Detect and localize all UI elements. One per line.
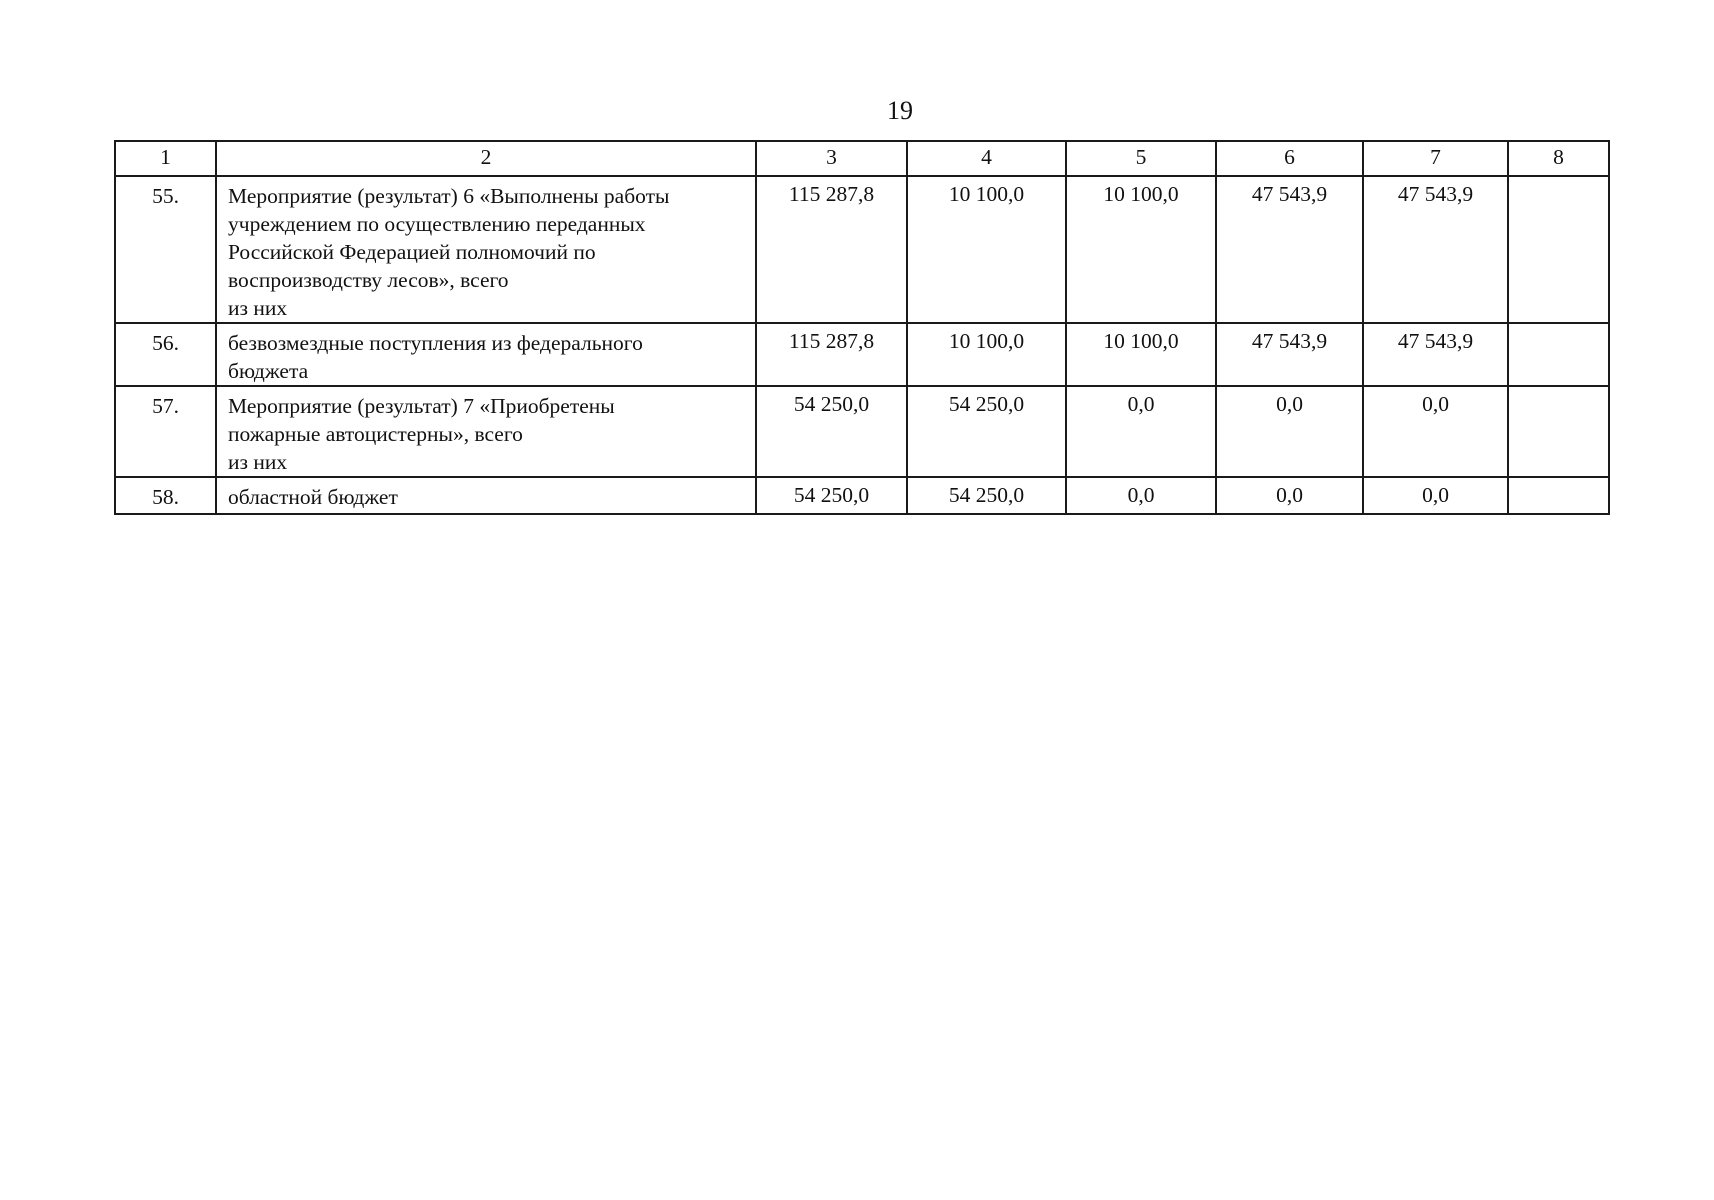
- description-line: областной бюджет: [228, 485, 398, 509]
- row-number: 57.: [115, 386, 216, 477]
- column-number-header: 4: [907, 141, 1066, 176]
- row-number: 55.: [115, 176, 216, 323]
- table-row: [115, 477, 1609, 514]
- row-description: [216, 386, 756, 477]
- value-cell: 47 543,9: [1216, 176, 1363, 323]
- description-line: бюджета: [228, 359, 309, 383]
- row-description: [216, 323, 756, 386]
- page-number: 19: [887, 96, 913, 125]
- description-line: из них: [228, 450, 288, 474]
- column-number-header: 1: [115, 141, 216, 176]
- column-number-header: 8: [1508, 141, 1609, 176]
- value-cell: [1508, 323, 1609, 386]
- value-cell: 0,0: [1363, 477, 1508, 514]
- value-cell: [1508, 386, 1609, 477]
- value-cell: 10 100,0: [907, 323, 1066, 386]
- column-number-header: 7: [1363, 141, 1508, 176]
- table-header-row: [115, 141, 1609, 176]
- column-number-header: 6: [1216, 141, 1363, 176]
- value-cell: 115 287,8: [756, 176, 907, 323]
- value-cell: [1508, 176, 1609, 323]
- description-line: учреждением по осуществлению переданных: [228, 212, 646, 236]
- description-line: пожарные автоцистерны», всего: [228, 422, 523, 446]
- row-number: 58.: [115, 477, 216, 514]
- row-description: [216, 477, 756, 514]
- value-cell: 47 543,9: [1216, 323, 1363, 386]
- value-cell: 0,0: [1216, 477, 1363, 514]
- description-line: безвозмездные поступления из федерального: [228, 331, 643, 355]
- description-line: Мероприятие (результат) 7 «Приобретены: [228, 394, 615, 418]
- value-cell: 10 100,0: [1066, 176, 1216, 323]
- budget-table: [114, 140, 1610, 515]
- row-description: [216, 176, 756, 323]
- column-number-header: 5: [1066, 141, 1216, 176]
- value-cell: 54 250,0: [907, 386, 1066, 477]
- description-line: Российской Федерацией полномочий по: [228, 240, 596, 264]
- value-cell: [1508, 477, 1609, 514]
- value-cell: 54 250,0: [756, 477, 907, 514]
- table-row: [115, 323, 1609, 386]
- description-line: из них: [228, 296, 288, 320]
- value-cell: 54 250,0: [907, 477, 1066, 514]
- value-cell: 10 100,0: [1066, 323, 1216, 386]
- description-line: Мероприятие (результат) 6 «Выполнены работы: [228, 184, 670, 208]
- table-row: [115, 176, 1609, 323]
- value-cell: 47 543,9: [1363, 176, 1508, 323]
- value-cell: 54 250,0: [756, 386, 907, 477]
- value-cell: 47 543,9: [1363, 323, 1508, 386]
- row-number: 56.: [115, 323, 216, 386]
- description-line: воспроизводству лесов», всего: [228, 268, 509, 292]
- column-number-header: 3: [756, 141, 907, 176]
- value-cell: 0,0: [1066, 477, 1216, 514]
- value-cell: 0,0: [1216, 386, 1363, 477]
- value-cell: 0,0: [1066, 386, 1216, 477]
- value-cell: 0,0: [1363, 386, 1508, 477]
- value-cell: 115 287,8: [756, 323, 907, 386]
- table-row: [115, 386, 1609, 477]
- column-number-header: 2: [216, 141, 756, 176]
- value-cell: 10 100,0: [907, 176, 1066, 323]
